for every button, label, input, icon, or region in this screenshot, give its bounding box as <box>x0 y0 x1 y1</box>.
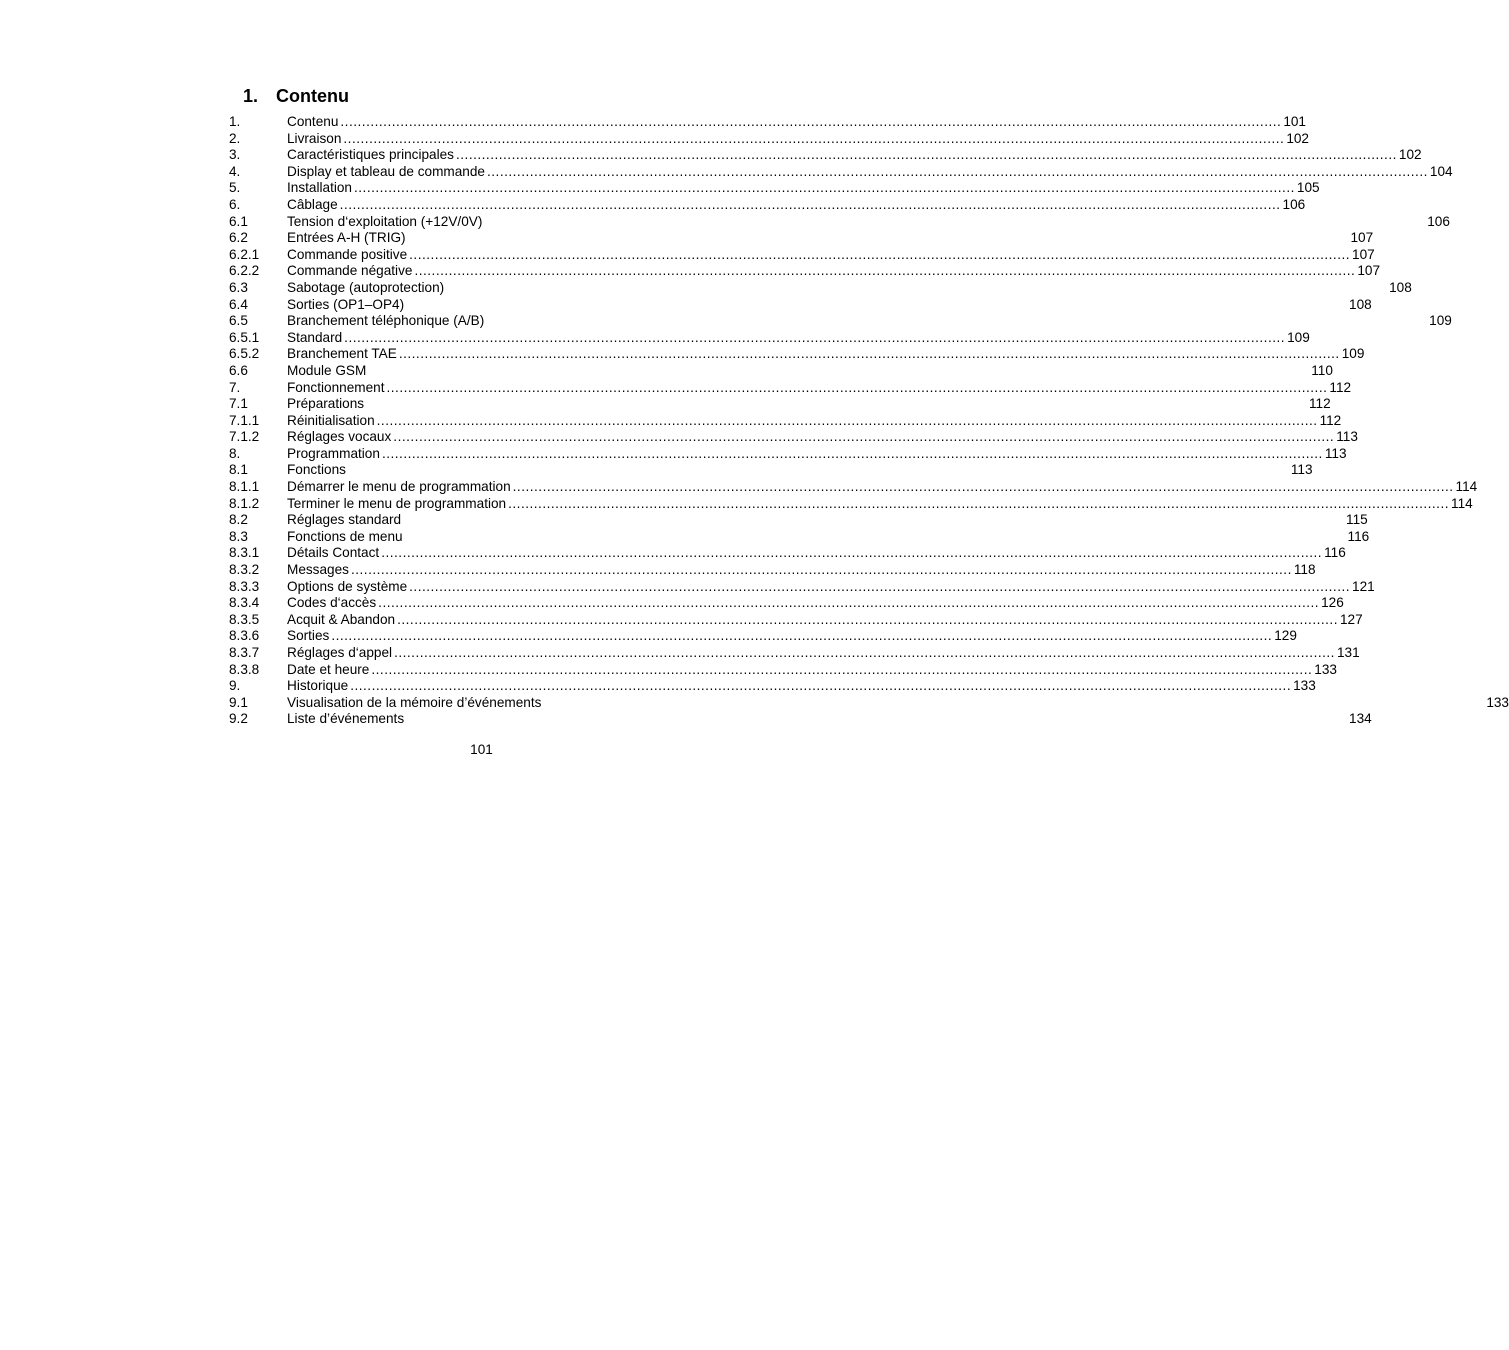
toc-entry-number: 6.1 <box>229 213 248 229</box>
toc-entry-page: 109 <box>1341 346 1365 362</box>
toc-entry[interactable] <box>229 196 1306 214</box>
toc-entry[interactable] <box>229 611 1363 629</box>
toc-entry[interactable] <box>229 263 1381 280</box>
toc-entry-line <box>287 462 1313 479</box>
toc-entry-title: Caractéristiques principales <box>287 147 454 163</box>
table-of-contents <box>229 114 1509 728</box>
toc-entry-leader: ............................................................................................................................................................................................................................ <box>409 246 1351 262</box>
toc-entry-line <box>287 396 1331 413</box>
toc-entry-page: 108 <box>1389 279 1412 295</box>
toc-entry-title: Options de système <box>287 578 408 594</box>
toc-entry-page: 129 <box>1274 628 1297 644</box>
toc-entry-title: Programmation <box>287 445 380 461</box>
toc-entry-line <box>287 147 1422 164</box>
toc-entry-line <box>287 130 1309 148</box>
toc-entry[interactable] <box>229 678 1316 695</box>
toc-entry-page: 112 <box>1319 412 1342 428</box>
toc-entry[interactable] <box>229 628 1297 645</box>
toc-entry-title: Visualisation de la mémoire d’événements <box>287 694 542 710</box>
toc-entry-number: 7.1.1 <box>229 412 260 428</box>
toc-entry-title: Fonctionnement <box>287 379 385 395</box>
toc-entry-line <box>287 645 1360 662</box>
toc-entry[interactable] <box>229 313 1452 330</box>
toc-entry-title: Fonctions <box>287 462 346 478</box>
toc-entry-title: Sorties (OP1–OP4) <box>287 296 405 312</box>
toc-entry-page: 107 <box>1352 246 1375 262</box>
toc-entry-page: 106 <box>1427 213 1450 229</box>
toc-entry[interactable] <box>229 412 1342 430</box>
toc-entry-page: 104 <box>1429 163 1453 179</box>
toc-entry-title: Livraison <box>287 130 342 146</box>
toc-entry-line <box>287 595 1344 612</box>
toc-entry-title: Réglages vocaux <box>287 429 392 445</box>
toc-entry-page: 115 <box>1346 512 1368 528</box>
toc-entry[interactable] <box>229 147 1422 164</box>
toc-entry[interactable] <box>229 213 1450 231</box>
toc-entry-number: 8. <box>229 445 241 461</box>
toc-entry-leader: ............................................................................................................................................................................................................................ <box>393 429 1335 445</box>
toc-entry[interactable] <box>229 645 1360 662</box>
toc-entry-line <box>287 379 1352 397</box>
toc-entry-line <box>287 180 1320 197</box>
toc-entry-page: 112 <box>1329 379 1352 395</box>
toc-entry-leader: ............................................................................................................................................................................................................................ <box>343 130 1285 146</box>
toc-entry-page: 113 <box>1324 445 1347 461</box>
toc-entry-title: Acquit & Abandon <box>287 611 396 627</box>
toc-entry[interactable] <box>229 512 1368 529</box>
toc-entry-title: Détails Contact <box>287 545 380 561</box>
toc-entry-line <box>287 279 1412 297</box>
toc-entry-page: 106 <box>1282 196 1306 212</box>
toc-entry-number: 8.3.1 <box>229 545 260 561</box>
toc-entry[interactable] <box>229 711 1372 728</box>
toc-entry-line <box>287 512 1368 529</box>
toc-entry-number: 8.3.4 <box>229 595 260 611</box>
toc-entry-number: 8.2 <box>229 512 248 528</box>
toc-entry-leader: ............................................................................................................................................................................................................................ <box>394 645 1335 660</box>
toc-entry-title: Liste d’événements <box>287 711 405 727</box>
toc-entry-title: Préparations <box>287 396 365 412</box>
toc-entry-page: 107 <box>1357 263 1381 279</box>
toc-entry-line <box>287 495 1473 513</box>
toc-entry-line <box>287 628 1297 645</box>
toc-entry-number: 7.1.2 <box>229 429 260 445</box>
toc-entry-line <box>287 429 1358 446</box>
toc-entry-page: 109 <box>1429 313 1452 329</box>
toc-entry[interactable] <box>229 329 1310 347</box>
toc-entry-page: 105 <box>1296 180 1320 196</box>
toc-entry-page: 118 <box>1293 562 1316 578</box>
toc-entry-line <box>287 445 1347 463</box>
toc-entry-page: 134 <box>1349 711 1372 727</box>
toc-entry[interactable] <box>229 362 1333 380</box>
toc-entry-number: 8.3.2 <box>229 562 260 578</box>
toc-entry-line <box>287 246 1375 264</box>
toc-entry-line <box>287 694 1509 712</box>
toc-entry-page: 127 <box>1340 611 1363 627</box>
toc-entry[interactable] <box>229 595 1344 612</box>
toc-entry-title: Sabotage (autoprotection) <box>287 279 445 295</box>
toc-entry-number: 8.3 <box>229 528 248 544</box>
toc-entry-leader: ............................................................................................................................................................................................................................ <box>344 329 1286 345</box>
toc-entry-line <box>287 711 1372 728</box>
toc-entry-title: Fonctions de menu <box>287 528 403 544</box>
toc-entry[interactable] <box>229 528 1370 546</box>
toc-entry-page: 133 <box>1293 678 1316 694</box>
toc-entry-number: 6.2 <box>229 230 248 246</box>
toc-entry-leader: ............................................................................................................................................................................................................................ <box>508 495 1450 511</box>
toc-entry-title: Commande négative <box>287 263 413 279</box>
toc-entry-number: 8.3.6 <box>229 628 260 644</box>
toc-entry-number: 8.1 <box>229 462 248 478</box>
toc-entry-title: Commande positive <box>287 246 408 262</box>
toc-entry[interactable] <box>229 346 1365 363</box>
toc-entry-title: Réinitialisation <box>287 412 375 428</box>
toc-entry-number: 6.3 <box>229 279 248 295</box>
toc-entry-title: Entrées A-H (TRIG) <box>287 230 406 246</box>
toc-entry-page: 102 <box>1286 130 1309 146</box>
toc-entry-title: Terminer le menu de programmation <box>287 495 507 511</box>
toc-entry-page: 133 <box>1486 694 1509 710</box>
toc-entry-line <box>287 479 1478 496</box>
toc-entry-leader: ............................................................................................................................................................................................................................ <box>354 180 1295 196</box>
toc-entry-number: 8.3.8 <box>229 661 260 677</box>
toc-entry[interactable] <box>229 545 1346 562</box>
toc-entry-page: 133 <box>1314 661 1337 677</box>
toc-entry-page: 114 <box>1451 495 1473 511</box>
toc-entry-leader: ............................................................................................................................................................................................................................ <box>409 578 1351 594</box>
toc-entry[interactable] <box>229 114 1306 131</box>
toc-entry-number: 4. <box>229 163 241 179</box>
toc-entry-title: Standard <box>287 329 343 345</box>
toc-entry-page: 101 <box>1283 114 1306 129</box>
toc-entry-number: 6. <box>229 196 241 212</box>
toc-entry-leader: ............................................................................................................................................................................................................................ <box>376 412 1318 428</box>
toc-entry-number: 8.3.3 <box>229 578 260 594</box>
toc-entry-page: 109 <box>1287 329 1310 345</box>
toc-entry-title: Tension d‘exploitation (+12V/0V) <box>287 213 483 229</box>
toc-entry-number: 6.5.1 <box>229 329 260 345</box>
toc-entry[interactable] <box>229 661 1337 679</box>
toc-entry-line <box>287 611 1363 629</box>
toc-entry-page: 114 <box>1455 479 1478 495</box>
toc-entry[interactable] <box>229 130 1309 148</box>
toc-entry-title: Câblage <box>287 196 338 212</box>
toc-entry-leader: ............................................................................................................................................................................................................................ <box>381 545 1323 561</box>
toc-entry[interactable] <box>229 230 1374 247</box>
toc-entry-line <box>287 346 1365 363</box>
toc-entry-title: Module GSM <box>287 362 367 378</box>
toc-entry-line <box>287 412 1342 430</box>
toc-entry-number: 8.1.2 <box>229 495 260 511</box>
toc-entry-line <box>287 313 1452 330</box>
toc-entry-page: 126 <box>1321 595 1344 611</box>
toc-entry-page: 116 <box>1324 545 1346 561</box>
toc-entry-page: 113 <box>1290 462 1313 478</box>
toc-entry-title: Display et tableau de commande <box>287 163 485 179</box>
toc-entry-title: Démarrer le menu de programmation <box>287 479 511 495</box>
toc-entry-number: 8.3.7 <box>229 645 260 660</box>
toc-entry-page: 107 <box>1350 230 1374 246</box>
toc-entry-leader: ............................................................................................................................................................................................................................ <box>378 595 1320 611</box>
toc-entry[interactable] <box>229 479 1478 496</box>
toc-entry[interactable] <box>229 296 1372 314</box>
toc-entry[interactable] <box>229 578 1375 596</box>
toc-entry-title: Historique <box>287 678 349 694</box>
toc-entry[interactable] <box>229 279 1412 297</box>
toc-entry-number: 6.5.2 <box>229 346 260 362</box>
toc-entry-leader: ............................................................................................................................................................................................................................ <box>455 147 1397 163</box>
toc-entry-line <box>287 678 1316 695</box>
toc-entry-title: Branchement téléphonique (A/B) <box>287 313 485 329</box>
toc-entry-leader: ............................................................................................................................................................................................................................ <box>398 346 1340 362</box>
toc-entry-line <box>287 562 1316 579</box>
toc-entry-leader: ............................................................................................................................................................................................................................ <box>397 611 1338 627</box>
toc-entry-leader: ............................................................................................................................................................................................................................ <box>512 479 1454 495</box>
toc-entry[interactable] <box>229 562 1316 579</box>
toc-entry-title: Branchement TAE <box>287 346 397 362</box>
toc-entry-line <box>287 114 1306 131</box>
toc-entry[interactable] <box>229 495 1473 513</box>
toc-entry-line <box>287 661 1337 679</box>
toc-entry-number: 5. <box>229 180 241 196</box>
toc-entry-page: 131 <box>1336 645 1360 660</box>
toc-entry-line <box>287 263 1381 280</box>
toc-entry[interactable] <box>229 180 1320 197</box>
page-title <box>243 86 349 107</box>
toc-entry-line <box>287 528 1370 546</box>
toc-entry-number: 6.2.2 <box>229 263 260 279</box>
toc-entry-line <box>287 163 1453 181</box>
toc-entry-number: 7. <box>229 379 241 395</box>
toc-entry-leader: ............................................................................................................................................................................................................................ <box>331 628 1273 644</box>
toc-entry-page: 102 <box>1398 147 1422 163</box>
page-title-text: Contenu <box>276 86 349 106</box>
toc-entry-number: 8.3.5 <box>229 611 260 627</box>
toc-entry-number: 9.1 <box>229 694 248 710</box>
toc-entry-line <box>287 362 1333 380</box>
toc-entry-line <box>287 230 1374 247</box>
toc-entry-page: 113 <box>1336 429 1358 445</box>
toc-entry[interactable] <box>229 694 1509 712</box>
toc-entry-leader: ............................................................................................................................................................................................................................ <box>350 678 1292 694</box>
toc-entry-line <box>287 545 1346 562</box>
toc-entry-title: Date et heure <box>287 661 370 677</box>
page-title-number: 1. <box>243 86 259 106</box>
toc-entry-line <box>287 213 1450 231</box>
toc-entry[interactable] <box>229 445 1347 463</box>
toc-entry[interactable] <box>229 462 1313 479</box>
page-number: 101 <box>470 742 493 757</box>
toc-entry[interactable] <box>229 429 1358 446</box>
toc-entry-number: 6.4 <box>229 296 248 312</box>
toc-entry-number: 8.1.1 <box>229 479 260 495</box>
toc-entry-page: 121 <box>1352 578 1375 594</box>
toc-entry-line <box>287 329 1310 347</box>
toc-entry-line <box>287 578 1375 596</box>
toc-entry-title: Réglages d‘appel <box>287 645 393 660</box>
toc-entry-line <box>287 196 1306 214</box>
toc-entry[interactable] <box>229 163 1453 181</box>
toc-entry-leader: ............................................................................................................................................................................................................................ <box>340 114 1282 129</box>
toc-entry-leader: ............................................................................................................................................................................................................................ <box>371 661 1313 677</box>
toc-entry-number: 3. <box>229 147 241 163</box>
toc-entry-number: 6.2.1 <box>229 246 260 262</box>
toc-entry-page: 116 <box>1347 528 1370 544</box>
toc-entry-number: 9.2 <box>229 711 248 727</box>
toc-entry-leader: ............................................................................................................................................................................................................................ <box>350 562 1292 578</box>
toc-entry-leader: ............................................................................................................................................................................................................................ <box>386 379 1328 395</box>
toc-entry[interactable] <box>229 396 1331 413</box>
toc-entry-number: 2. <box>229 130 241 146</box>
toc-entry-number: 7.1 <box>229 396 248 412</box>
toc-entry-leader: ............................................................................................................................................................................................................................ <box>414 263 1356 279</box>
toc-entry-leader: ............................................................................................................................................................................................................................ <box>381 445 1323 461</box>
toc-entry[interactable] <box>229 379 1352 397</box>
toc-entry-page: 112 <box>1308 396 1331 412</box>
toc-entry-title: Codes d‘accès <box>287 595 377 611</box>
toc-entry-number: 9. <box>229 678 241 694</box>
toc-entry-number: 1. <box>229 114 241 129</box>
toc-entry-leader: ............................................................................................................................................................................................................................ <box>486 163 1428 179</box>
toc-entry-page: 108 <box>1349 296 1372 312</box>
toc-entry-title: Réglages standard <box>287 512 402 528</box>
toc-entry-title: Sorties <box>287 628 330 644</box>
toc-entry-title: Contenu <box>287 114 339 129</box>
toc-entry-title: Installation <box>287 180 352 196</box>
toc-entry-number: 6.5 <box>229 313 248 329</box>
toc-entry-number: 6.6 <box>229 362 248 378</box>
toc-entry-leader: ............................................................................................................................................................................................................................ <box>339 196 1281 212</box>
toc-entry-title: Messages <box>287 562 349 578</box>
toc-entry-page: 110 <box>1311 362 1333 378</box>
toc-entry[interactable] <box>229 246 1375 264</box>
toc-entry-line <box>287 296 1372 314</box>
